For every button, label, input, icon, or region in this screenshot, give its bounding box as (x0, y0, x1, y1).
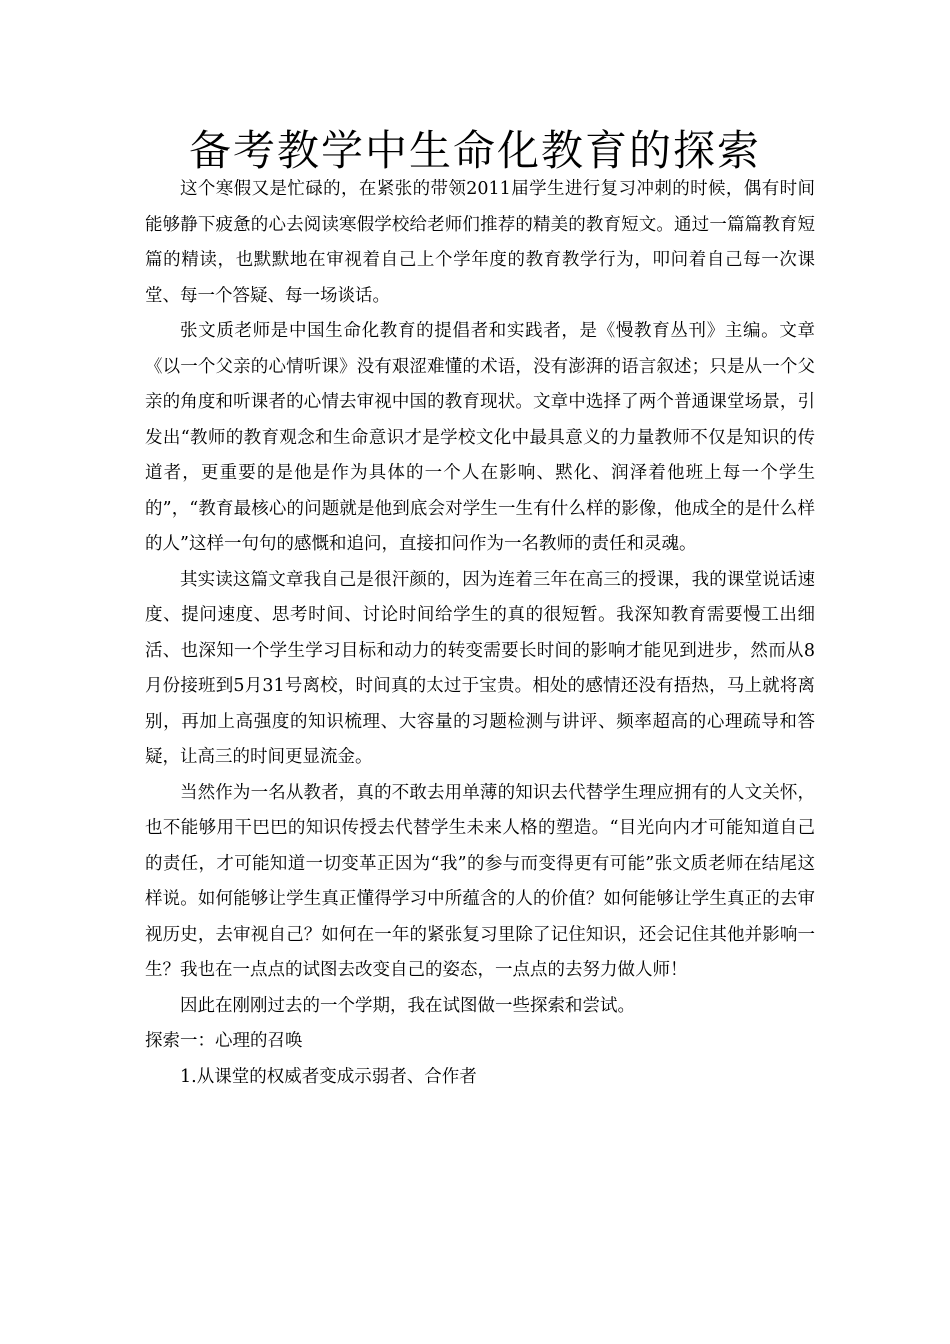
paragraph: 张文质老师是中国生命化教育的提倡者和实践者，是《慢教育丛刊》主编。文章《以一个父亲的心情听课》没有艰涩难懂的术语，没有澎湃的语言叙述；只是从一个父亲的角度和听课者的心情去审视中国的教育现状。文章中选择了两个普通课堂场景，引发出“教师的教育观念和生命意识才是学校文化中最具意义的力量教师不仅是知识的传道者，更重要的是他是作为具体的一个人在影响、黙化、润泽着他班上每一个学生的”，“教育最核心的问题就是他到底会对学生一生有什么样的影像，他成全的是什么样的人”这样一句句的感慨和追问，直接扣问作为一名教师的责任和灵魂。 (145, 321, 815, 554)
document-body (145, 172, 815, 1095)
paragraph: 其实读这篇文章我自己是很汗颜的，因为连着三年在高三的授课，我的课堂说话速度、提问速度、思考时间、讨论时间给学生的真的很短暂。我深知教育需要慢工出细活、也深知一个学生学习目标和动力的转变需要长时间的影响才能见到进步，然而从8月份接班到5月31号离校，时间真的太过于宝贵。相处的感情还没有捂热，马上就将离别，再加上高强度的知识梳理、大容量的习题检测与讲评、频率超高的心理疏导和答疑，让高三的时间更显流金。 (145, 569, 815, 767)
section-heading: 探索一：心理的召唤 (145, 1031, 303, 1051)
list-item: 1.从课堂的权威者变成示弱者、合作者 (180, 1066, 477, 1087)
paragraph: 这个寒假又是忙碌的，在紧张的带领2011届学生进行复习冲刺的时候，偶有时间能够静下疲惫的心去阅读寒假学校给老师们推荐的精美的教育短文。通过一篇篇教育短篇的精读，也默默地在审视着自己上个学年度的教育教学行为，叩问着自己每一次课堂、每一个答疑、每一场谈话。 (145, 179, 815, 306)
document-title: 备考教学中生命化教育的探索 (188, 126, 761, 175)
paragraph: 当然作为一名从教者，真的不敢去用单薄的知识去代替学生理应拥有的人文关怀，也不能够用干巴巴的知识传授去代替学生未来人格的塑造。“目光向内才可能知道自己的责任，才可能知道一切变革正因为“我”的参与而变得更有可能”张文质老师在结尾这样说。如何能够让学生真正懂得学习中所蕴含的人的价值？如何能够让学生真正的去审视历史，去审视自己？如何在一年的紧张复习里除了记住知识，还会记住其他并影响一生？我也在一点点的试图去改变自己的姿态，一点点的去努力做人师！ (145, 782, 815, 980)
paragraph: 因此在刚刚过去的一个学期，我在试图做一些探索和尝试。 (180, 995, 635, 1016)
